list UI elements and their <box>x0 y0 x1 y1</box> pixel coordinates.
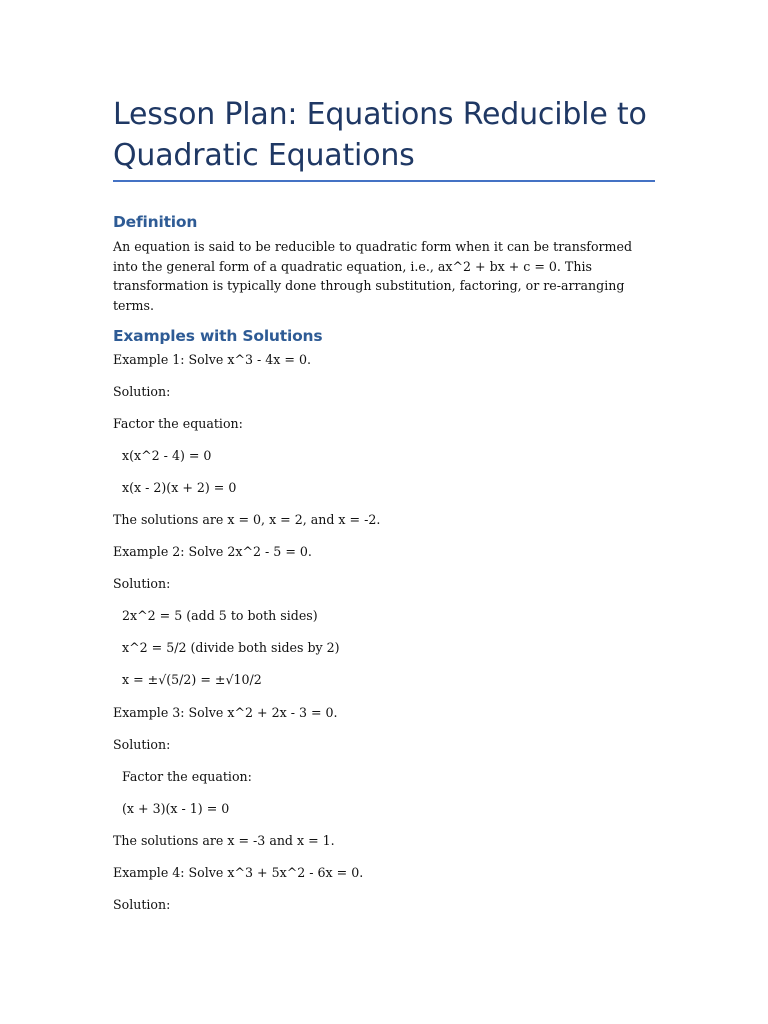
example-1-prompt: Example 1: Solve x^3 - 4x = 0. <box>113 352 311 367</box>
document-title: Lesson Plan: Equations Reducible to Quadratic Equations <box>113 97 647 173</box>
example-3-prompt: Example 3: Solve x^2 + 2x - 3 = 0. <box>113 705 338 720</box>
example-1-step-label: Factor the equation: <box>113 416 243 431</box>
example-1-step-2: x(x - 2)(x + 2) = 0 <box>122 480 237 495</box>
example-3-answer: The solutions are x = -3 and x = 1. <box>113 833 335 848</box>
example-2-step-3: x = ±√(5/2) = ±√10/2 <box>122 672 262 687</box>
example-2-step-1: 2x^2 = 5 (add 5 to both sides) <box>122 608 318 623</box>
example-3-step-label: Factor the equation: <box>122 769 252 784</box>
example-2-prompt: Example 2: Solve 2x^2 - 5 = 0. <box>113 544 312 559</box>
example-4-solution-label: Solution: <box>113 897 171 912</box>
example-1-step-1: x(x^2 - 4) = 0 <box>122 448 212 463</box>
example-3-step-1: (x + 3)(x - 1) = 0 <box>122 801 230 816</box>
example-1-solution-label: Solution: <box>113 384 171 399</box>
example-2-solution-label: Solution: <box>113 576 171 591</box>
example-1-answer: The solutions are x = 0, x = 2, and x = -2. <box>113 512 381 527</box>
example-4-prompt: Example 4: Solve x^3 + 5x^2 - 6x = 0. <box>113 865 364 880</box>
examples-heading: Examples with Solutions <box>113 327 323 345</box>
title-divider <box>113 180 655 182</box>
example-2-step-2: x^2 = 5/2 (divide both sides by 2) <box>122 640 340 655</box>
definition-heading: Definition <box>113 213 198 231</box>
example-3-solution-label: Solution: <box>113 737 171 752</box>
definition-paragraph: An equation is said to be reducible to quadratic form when it can be transformed into the general form of a quadratic equation, i.e., ax^2 + bx + c = 0. This transformation is typically done through substitution, factoring, or re-arranging terms. <box>113 239 633 313</box>
